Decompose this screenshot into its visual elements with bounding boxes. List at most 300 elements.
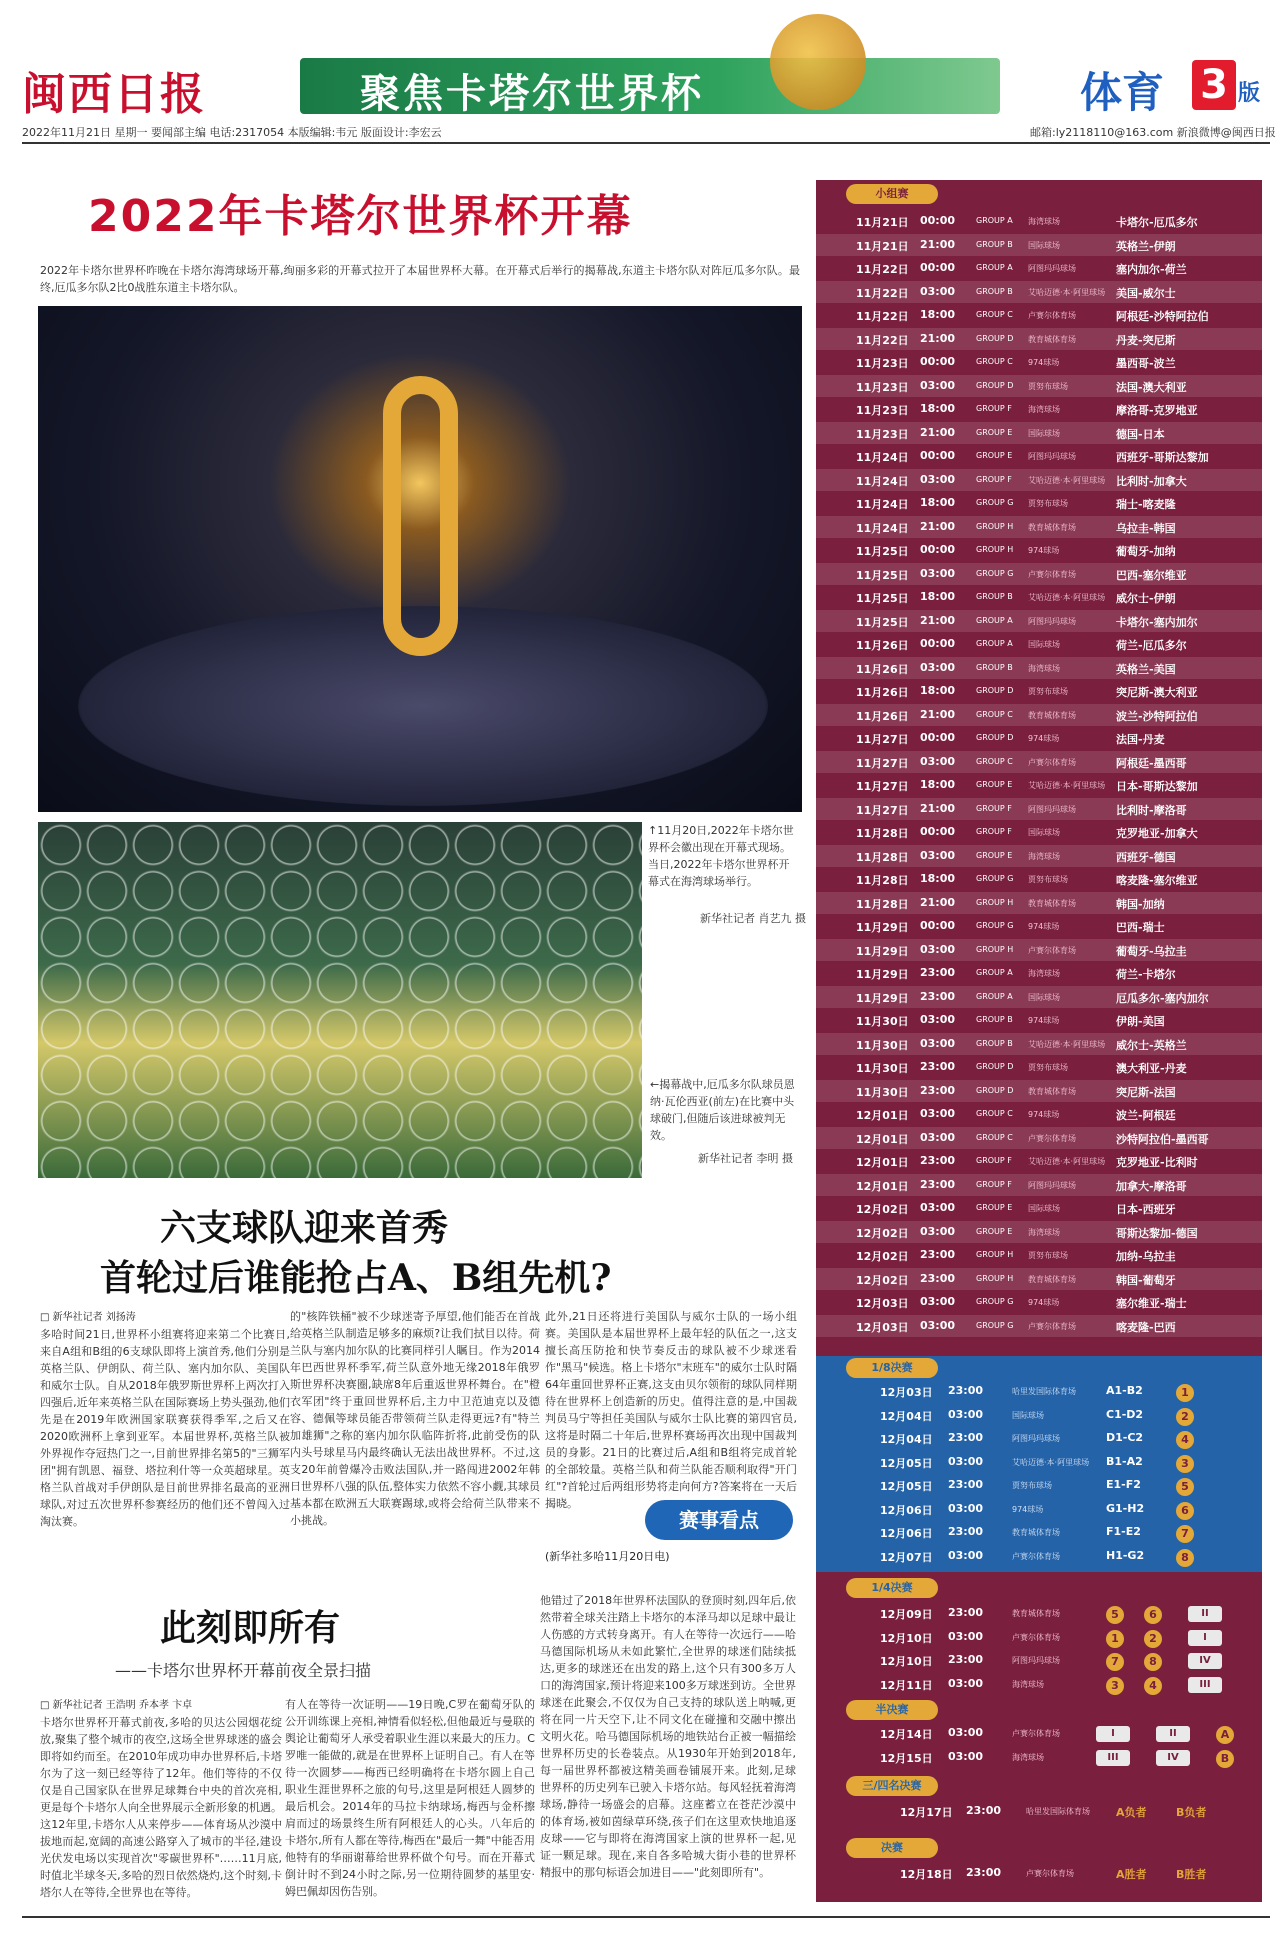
match-time: 00:00: [920, 731, 956, 744]
banner-title: 聚焦卡塔尔世界杯: [360, 71, 704, 117]
match-date: 12月06日: [880, 1503, 933, 1517]
match-time: 03:00: [920, 1318, 956, 1332]
fixture: 英格兰-美国: [1116, 662, 1176, 676]
match-time: 03:00: [948, 1676, 984, 1690]
schedule-row: [816, 1291, 1262, 1313]
fixture: 巴西-瑞士: [1116, 921, 1165, 934]
match-number-icon: 5: [1176, 1478, 1194, 1496]
match-date: 12月17日: [900, 1806, 953, 1819]
group-name: GROUP E: [976, 451, 1013, 460]
venue: 卢赛尔体育场: [1026, 1869, 1074, 1878]
final-label: 决赛: [846, 1838, 938, 1858]
match-time: 03:00: [920, 848, 956, 862]
venue: 哈里发国际体育场: [1012, 1387, 1076, 1396]
match-time: 03:00: [920, 472, 956, 486]
match-date: 11月24日: [856, 498, 909, 511]
schedule-row: [816, 469, 1262, 491]
fixture: C1-D2: [1106, 1407, 1144, 1421]
match-number-icon: 6: [1176, 1502, 1194, 1520]
newspaper-logo: 闽西日报: [22, 69, 206, 120]
fixture: 比利时-加拿大: [1116, 474, 1187, 488]
venue: 贾努布球场: [1028, 381, 1068, 391]
venue: 贾努布球场: [1028, 1063, 1068, 1072]
match-time: 03:00: [920, 1013, 956, 1026]
match-number-icon: 6: [1144, 1606, 1162, 1624]
match-date: 11月21日: [856, 216, 909, 229]
match-date: 12月01日: [856, 1109, 909, 1122]
venue: 卢赛尔体育场: [1012, 1551, 1060, 1561]
badge-cell: [1176, 1478, 1194, 1496]
match-time: 00:00: [920, 919, 956, 932]
match-number-icon: 3: [1106, 1677, 1124, 1695]
qf-id-icon: II: [1156, 1726, 1190, 1742]
match-date: 11月22日: [856, 333, 909, 347]
badge-cell: [1106, 1653, 1124, 1671]
group-name: GROUP H: [976, 944, 1014, 954]
group-name: GROUP G: [976, 921, 1014, 930]
photo-caption: ↑11月20日,2022年卡塔尔世界杯会徽出现在开幕式现场。当日,2022年卡塔尔世界杯开幕式在海湾球场举行。: [648, 824, 794, 888]
group-name: GROUP C: [976, 357, 1013, 366]
schedule-row: [816, 939, 1262, 961]
schedule-row: [816, 492, 1262, 514]
article-column: 此外,21日还将进行美国队与威尔士队的一场小组赛。美国队是本届世界杯上最年轻的队伍之一,这支擅长高压防抢和快节奏反击的球队被不少球迷看作"黑马"候选。格上卡塔尔"末班车"的威尔士队时隔64年重回世界杯正赛,这支由贝尔领衔的球队同样期待在世界杯上创造新的历史。值得注意的是,中国裁判员马宁等担任美国队与威尔士队比赛的第四官员,这将是时隔二十年后,世界杯赛场再次出现中国裁判员的身影。21日的比赛过后,A组和B组将完成首轮的全部较量。英格兰队和荷兰队能否顺利取得"开门红"?首轮过后两组形势将走向何方?答案将在一天后揭晓。: [545, 1310, 797, 1510]
venue: 974球场: [1028, 1110, 1060, 1119]
venue: 国际球场: [1012, 1410, 1044, 1420]
venue: 贾努布球场: [1028, 499, 1068, 508]
match-date: 11月23日: [856, 427, 909, 441]
match-date: 11月30日: [856, 1062, 909, 1075]
badge-cell: [1144, 1630, 1162, 1648]
match-time: 00:00: [920, 449, 956, 462]
group-name: GROUP G: [976, 874, 1014, 883]
match-date: 11月28日: [856, 850, 909, 864]
group-name: GROUP H: [976, 1273, 1014, 1283]
fixture: 韩国-葡萄牙: [1116, 1273, 1176, 1287]
article-column: 他错过了2018年世界杯法国队的登顶时刻,四年后,依然带着全球关注踏上卡塔尔的本泽马却以足球中最让人伤感的方式转身离开。有人在等待一次远行——哈马德国际机场从未如此繁忙,全世界的球迷们陆续抵达,更多的球迷还在出发的路上,这个只有300多万人口的海湾国家,预计将迎来100多万球迷到访。全世界球迷在此聚会,不仅仅为自己支持的球队送上呐喊,更将在同一片天空下,让不同文化在碰撞和交融中擦出文明火花。哈马德国际机场的地铁站台正被一幅描绘世界杯历史的长卷装点。从1930年开始到2018年,每一届世界杯都被这精美画卷铺展开来。此刻,足球世界杯的历史列车已驶入卡塔尔站。每风轻抚着海湾球场,静待一场盛会的启幕。这座蓄立在苍茫沙漠中的体育场,被如茵绿草环绕,孩子们在这里欢快地追逐皮球——它与即将在海湾国家上演的世界杯一起,见证一颗足球。现在,来自各多哈城大街小巷的世界杯精报中的那句标语会加进目——"此刻即所有"。: [540, 1594, 796, 1879]
venue: 卢赛尔体育场: [1012, 1632, 1060, 1642]
group-name: GROUP A: [976, 991, 1013, 1001]
venue: 海湾球场: [1028, 1227, 1060, 1237]
venue: 卢赛尔体育场: [1028, 757, 1076, 767]
match-date: 11月25日: [856, 545, 909, 558]
match-time: 03:00: [920, 284, 956, 298]
match-date: 11月27日: [856, 803, 909, 817]
opening-ceremony-photo: [38, 306, 802, 812]
group-stage-label: 小组赛: [846, 184, 938, 204]
badge-cell: [1176, 1502, 1194, 1520]
schedule-row: [816, 1197, 1262, 1219]
match-time: 18:00: [920, 590, 956, 603]
group-name: GROUP F: [976, 474, 1012, 484]
knockout-row: [816, 1673, 1262, 1695]
venue: 教育城体育场: [1012, 1609, 1060, 1618]
venue: 艾哈迈德·本·阿里球场: [1012, 1457, 1090, 1467]
match-date: 11月28日: [856, 874, 909, 887]
fixture: 卡塔尔-塞内加尔: [1116, 615, 1198, 629]
schedule-row: [816, 234, 1262, 256]
match-time: 03:00: [920, 1130, 956, 1144]
badge-cell: [1106, 1630, 1124, 1648]
venue: 教育城体育场: [1028, 1086, 1076, 1096]
venue: 卢赛尔体育场: [1028, 311, 1076, 320]
group-name: GROUP F: [976, 1179, 1012, 1189]
match-time: 23:00: [920, 966, 956, 979]
schedule-row: [816, 1268, 1262, 1290]
match-time: 00:00: [920, 637, 956, 650]
fixture: 法国-丹麦: [1116, 733, 1165, 746]
venue: 阿图玛玛球场: [1028, 616, 1076, 626]
match-time: 03:00: [920, 1295, 956, 1308]
match-number-icon: 1: [1176, 1384, 1194, 1402]
schedule-row: [816, 539, 1262, 561]
venue: 贾努布球场: [1028, 875, 1068, 884]
fixture: 克罗地亚-加拿大: [1116, 827, 1198, 840]
group-name: GROUP E: [976, 780, 1013, 789]
knockout-row: [816, 1800, 1262, 1822]
match-date: 12月02日: [856, 1250, 909, 1263]
qf-id-icon: IV: [1156, 1750, 1190, 1766]
match-date: 12月18日: [900, 1868, 953, 1881]
match-date: 12月01日: [856, 1179, 909, 1193]
badge-cell: [1176, 1549, 1194, 1567]
fixture: F1-E2: [1106, 1525, 1141, 1538]
venue: 卢赛尔体育场: [1028, 1133, 1076, 1143]
schedule-row: [816, 633, 1262, 655]
team: A胜者: [1116, 1868, 1147, 1881]
schedule-row: [816, 821, 1262, 843]
match-number-icon: 2: [1144, 1630, 1162, 1648]
match-date: 11月28日: [856, 897, 909, 911]
badge-cell: [1188, 1630, 1222, 1646]
match-date: 11月24日: [856, 451, 909, 464]
match-time: 00:00: [920, 214, 956, 227]
badge-cell: [1096, 1750, 1130, 1766]
schedule-row: [816, 1127, 1262, 1149]
badge-cell: [1156, 1750, 1190, 1766]
group-name: GROUP A: [976, 263, 1013, 272]
dateline: (新华社多哈11月20日电): [545, 1550, 670, 1563]
venue: 卢赛尔体育场: [1028, 945, 1076, 955]
fixture: 德国-日本: [1116, 427, 1165, 441]
match-number-icon: 3: [1176, 1455, 1194, 1473]
fixture: 法国-澳大利亚: [1116, 380, 1187, 394]
knockout-row: [816, 1545, 1262, 1567]
fixture: 哥斯达黎加-德国: [1116, 1226, 1198, 1240]
match-time: 23:00: [948, 1606, 984, 1619]
match-date: 11月23日: [856, 357, 909, 370]
badge-cell: [1188, 1653, 1222, 1669]
match-time: 18:00: [920, 684, 956, 697]
fixture: 葡萄牙-乌拉圭: [1116, 944, 1187, 958]
badge-cell: [1176, 1525, 1194, 1543]
badge-cell: [1144, 1677, 1162, 1695]
venue: 教育城体育场: [1028, 334, 1076, 344]
divider: [22, 1916, 1270, 1918]
match-date: 11月26日: [856, 686, 909, 699]
match-time: 23:00: [920, 1083, 956, 1097]
match-time: 00:00: [920, 543, 956, 556]
schedule-row: [816, 422, 1262, 444]
venue: 海湾球场: [1028, 217, 1060, 226]
article-subheadline: ——卡塔尔世界杯开幕前夜全景扫描: [115, 1661, 372, 1680]
fixture: 巴西-塞尔维亚: [1116, 568, 1187, 582]
group-name: GROUP H: [976, 897, 1014, 907]
group-name: GROUP F: [976, 1156, 1012, 1165]
group-name: GROUP B: [976, 1015, 1013, 1024]
knockout-row: [816, 1521, 1262, 1543]
match-date: 11月25日: [856, 568, 909, 582]
match-date: 11月28日: [856, 827, 909, 840]
venue: 国际球场: [1028, 640, 1060, 649]
venue: 海湾球场: [1028, 969, 1060, 978]
qf-id-icon: III: [1096, 1750, 1130, 1766]
schedule-row: [816, 445, 1262, 467]
match-time: 03:00: [920, 754, 956, 768]
match-date: 11月24日: [856, 521, 909, 535]
badge-cell: [1176, 1455, 1194, 1473]
fixture: 厄瓜多尔-塞内加尔: [1116, 991, 1209, 1005]
venue: 艾哈迈德·本·阿里球场: [1028, 1157, 1106, 1166]
venue: 教育城体育场: [1028, 710, 1076, 720]
match-date: 12月07日: [880, 1550, 933, 1564]
section-name: 体育: [1080, 68, 1165, 117]
world-cup-emblem-icon: [383, 376, 458, 656]
match-time: 21:00: [920, 237, 956, 251]
schedule-row: [816, 774, 1262, 796]
group-name: GROUP H: [976, 521, 1014, 531]
third-place-label: 三/四名决赛: [846, 1776, 938, 1796]
match-number-icon: 4: [1176, 1431, 1194, 1449]
round-of-16-label: 1/8决赛: [846, 1358, 938, 1378]
group-name: GROUP E: [976, 850, 1013, 860]
fixture: 日本-西班牙: [1116, 1203, 1176, 1216]
schedule-row: [816, 1033, 1262, 1055]
schedule-row: [816, 398, 1262, 420]
match-date: 11月22日: [856, 263, 909, 276]
group-name: GROUP E: [976, 1203, 1013, 1212]
match-time: 23:00: [920, 989, 956, 1003]
match-date: 12月01日: [856, 1156, 909, 1169]
group-name: GROUP H: [976, 545, 1014, 554]
article-headline: 首轮过后谁能抢占A、B组先机?: [100, 1257, 612, 1299]
knockout-row: [816, 1474, 1262, 1496]
match-time: 23:00: [948, 1431, 984, 1444]
match-date: 12月09日: [880, 1608, 933, 1621]
match-date: 11月29日: [856, 968, 909, 981]
fixture: D1-C2: [1106, 1431, 1144, 1444]
match-date: 12月03日: [856, 1320, 909, 1334]
match-date: 11月29日: [856, 991, 909, 1005]
fixture: 波兰-阿根廷: [1116, 1109, 1176, 1122]
venue: 卢赛尔体育场: [1028, 569, 1076, 579]
schedule-row: [816, 516, 1262, 538]
match-time: 21:00: [920, 613, 956, 627]
match-time: 03:00: [948, 1501, 984, 1515]
badge-cell: [1176, 1384, 1194, 1402]
article-headline: 六支球队迎来首秀: [160, 1207, 449, 1249]
match-time: 03:00: [948, 1749, 984, 1763]
match-number-icon: 2: [1176, 1408, 1194, 1426]
match-date: 12月02日: [856, 1203, 909, 1216]
match-time: 21:00: [920, 331, 956, 345]
group-name: GROUP E: [976, 1226, 1013, 1236]
group-name: GROUP C: [976, 310, 1013, 319]
schedule-row: [816, 304, 1262, 326]
section-badge: 赛事看点: [645, 1500, 793, 1540]
fixture: 墨西哥-波兰: [1116, 357, 1176, 370]
match-date: 12月01日: [856, 1132, 909, 1146]
match-date: 11月27日: [856, 733, 909, 746]
fixture: 西班牙-哥斯达黎加: [1116, 451, 1209, 464]
group-name: GROUP C: [976, 1109, 1013, 1118]
group-name: GROUP E: [976, 427, 1013, 437]
match-number-icon: 5: [1106, 1606, 1124, 1624]
venue: 国际球场: [1028, 1204, 1060, 1213]
schedule-row: [816, 210, 1262, 232]
match-date: 11月23日: [856, 404, 909, 417]
match-date: 12月10日: [880, 1631, 933, 1645]
match-date: 11月24日: [856, 474, 909, 488]
match-date: 12月04日: [880, 1409, 933, 1423]
match-date: 11月30日: [856, 1015, 909, 1028]
match-date: 11月22日: [856, 286, 909, 300]
match-date: 12月15日: [880, 1751, 933, 1765]
badge-cell: [1188, 1677, 1222, 1693]
match-date: 11月27日: [856, 756, 909, 770]
venue: 卢赛尔体育场: [1012, 1729, 1060, 1738]
match-time: 23:00: [920, 1248, 956, 1261]
fixture: 摩洛哥-克罗地亚: [1116, 404, 1198, 417]
schedule-row: [816, 868, 1262, 890]
fixture: 波兰-沙特阿拉伯: [1116, 709, 1198, 723]
group-name: GROUP B: [976, 662, 1013, 672]
match-date: 12月03日: [880, 1386, 933, 1399]
schedule-row: [816, 281, 1262, 303]
schedule-row: [816, 680, 1262, 702]
badge-cell: [1106, 1677, 1124, 1695]
football-player-icon: [770, 14, 866, 110]
badge-cell: [1144, 1606, 1162, 1624]
group-name: GROUP B: [976, 592, 1013, 601]
schedule-row: [816, 751, 1262, 773]
fixture: 丹麦-突尼斯: [1116, 333, 1176, 347]
group-name: GROUP B: [976, 286, 1013, 296]
issue-meta: 2022年11月21日 星期一 要闻部主编 电话:2317054 本版编辑:韦元 版面设计:李宏云: [22, 126, 442, 139]
venue: 艾哈迈德·本·阿里球场: [1028, 593, 1106, 602]
group-name: GROUP A: [976, 216, 1013, 225]
article-column: 的"核阵铁桶"被不少球迷寄予厚望,他们能否在首战给英格兰队制造足够多的麻烦?让我们拭目以待。荷兰队与塞内加尔队的比赛同样引人瞩目。作为2014年巴西世界杯季军,荷兰队意外地无缘2018年俄罗斯世界杯决赛圈,缺席8年后重返世界杯舞台。在"橙衣军团"终于重回世界杯后,主力中卫范迪克以及德容、德佩等球员能否带领荷兰队走得更远?有"特兰加雄狮"之称的塞内加尔队临阵折将,此前受伤的队内头号球星马内最终确认无法出战世界杯。不过,这支20年前曾爆冷击败法国队,并一路闯进2002年韩日世界杯八强的队伍,整体实力依然不容小觑,其球员基本都在欧洲五大联赛踢球,或将会给荷兰队带来不小挑战。: [290, 1310, 540, 1527]
group-name: GROUP B: [976, 239, 1013, 249]
main-headline: 2022年卡塔尔世界杯开幕: [88, 191, 633, 242]
badge-cell: [1144, 1653, 1162, 1671]
match-time: 03:00: [920, 378, 956, 392]
fixture: 瑞士-喀麦隆: [1116, 498, 1176, 511]
semi-id-icon: B: [1216, 1750, 1234, 1768]
match-time: 00:00: [920, 355, 956, 368]
knockout-row: [816, 1746, 1262, 1768]
venue: 海湾球场: [1028, 405, 1060, 414]
fixture: 威尔士-伊朗: [1116, 592, 1176, 605]
schedule-row: [816, 610, 1262, 632]
match-time: 03:00: [920, 660, 956, 674]
fixture: A1-B2: [1106, 1384, 1143, 1397]
badge-cell: [1176, 1431, 1194, 1449]
group-name: GROUP A: [976, 639, 1013, 648]
schedule-row: [816, 351, 1262, 373]
venue: 教育城体育场: [1028, 1274, 1076, 1284]
group-name: GROUP D: [976, 686, 1014, 695]
match-date: 12月05日: [880, 1456, 933, 1470]
group-name: GROUP G: [976, 568, 1014, 578]
venue: 贾努布球场: [1012, 1481, 1052, 1490]
match-time: 23:00: [948, 1384, 984, 1397]
venue: 国际球场: [1028, 428, 1060, 438]
match-date: 12月04日: [880, 1433, 933, 1446]
badge-cell: [1188, 1606, 1222, 1622]
match-number-icon: 8: [1144, 1653, 1162, 1671]
fixture: E1-F2: [1106, 1478, 1141, 1491]
fixture: 日本-哥斯达黎加: [1116, 780, 1198, 793]
fixture: 葡萄牙-加纳: [1116, 545, 1176, 558]
venue: 海湾球场: [1012, 1752, 1044, 1762]
group-name: GROUP G: [976, 1320, 1014, 1330]
match-date: 11月29日: [856, 921, 909, 934]
badge-cell: [1106, 1606, 1124, 1624]
fixture: 加纳-乌拉圭: [1116, 1250, 1176, 1263]
venue: 阿图玛玛球场: [1028, 804, 1076, 814]
match-time: 23:00: [920, 1177, 956, 1191]
venue: 海湾球场: [1028, 851, 1060, 861]
match-date: 11月30日: [856, 1038, 909, 1052]
match-date: 11月25日: [856, 592, 909, 605]
fixture: 卡塔尔-厄瓜多尔: [1116, 216, 1198, 229]
schedule-row: [816, 1103, 1262, 1125]
venue: 国际球场: [1028, 992, 1060, 1002]
fixture: 荷兰-卡塔尔: [1116, 968, 1176, 981]
match-time: 03:00: [920, 1107, 956, 1120]
fixture: B1-A2: [1106, 1454, 1143, 1468]
photo-credit: 新华社记者 肖艺九 摄: [700, 912, 806, 925]
venue: 阿图玛玛球场: [1012, 1656, 1060, 1665]
match-date: 11月22日: [856, 310, 909, 323]
match-time: 18:00: [920, 496, 956, 509]
fixture: 西班牙-德国: [1116, 850, 1176, 864]
schedule-row: [816, 1315, 1262, 1337]
match-time: 03:00: [948, 1726, 984, 1739]
group-name: GROUP D: [976, 1062, 1014, 1071]
group-name: GROUP G: [976, 498, 1014, 507]
page-suffix: 版: [1238, 81, 1261, 106]
match-date: 11月30日: [856, 1085, 909, 1099]
group-name: GROUP D: [976, 1085, 1014, 1095]
qf-id-icon: I: [1096, 1726, 1130, 1742]
match-time: 18:00: [920, 778, 956, 791]
venue: 哈里发国际体育场: [1026, 1807, 1090, 1816]
schedule-row: [816, 1244, 1262, 1266]
page-number: 3: [1192, 60, 1236, 110]
match-date: 11月25日: [856, 615, 909, 629]
match-time: 03:00: [920, 1201, 956, 1214]
schedule-row: [816, 1056, 1262, 1078]
article-column: 多哈时间21日,世界杯小组赛将迎来第二个比赛日,来自A组和B组的6支球队即将上演首秀,他们分别是英格兰队、伊朗队、荷兰队、塞内加尔队、美国队和威尔士队。自从2018年俄罗斯世界杯上两次打入四强后,近年来英格兰队在国际赛场上势头强劲,他们先是在2019年欧洲国家联赛获得季军,之后又在2020欧洲杯上拿到亚军。本届世界杯,英格兰队被外界视作夺冠热门之一,目前世界排名第5的"三狮军团"拥有凯恩、福登、塔拉利什等一众英超球星。英格兰队首战对手伊朗队是目前世界排名最高的亚洲球队,对过五次世界杯参赛经历的他们还不曾闯入过淘汰赛。: [40, 1328, 290, 1528]
fixture: 美国-威尔士: [1116, 286, 1176, 300]
venue: 海湾球场: [1028, 663, 1060, 673]
match-time: 23:00: [966, 1804, 1002, 1817]
venue: 艾哈迈德·本·阿里球场: [1028, 781, 1106, 790]
match-date: 12月02日: [856, 1273, 909, 1287]
venue: 海湾球场: [1012, 1679, 1044, 1689]
match-date: 12月11日: [880, 1678, 933, 1692]
